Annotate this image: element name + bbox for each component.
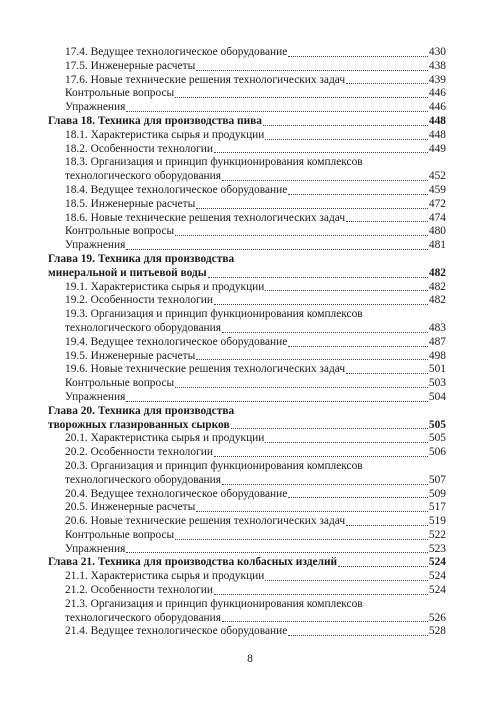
toc-page-number: 509 (428, 487, 446, 500)
page-number: 8 (247, 653, 253, 665)
toc-entry-row (48, 446, 446, 460)
toc-page-number: 522 (428, 528, 446, 541)
toc-page-number: 449 (428, 142, 446, 155)
toc-page-number: 524 (428, 556, 446, 569)
toc-entry-row (48, 156, 446, 170)
toc-entry-row (48, 488, 446, 502)
toc-entry-row (48, 612, 446, 626)
toc-entry-title: 18.5. Инженерные расчеты (65, 197, 196, 210)
dot-leader (126, 249, 428, 250)
toc-page-number: 446 (428, 87, 446, 100)
dot-leader (265, 442, 428, 443)
toc-entry-title: Глава 18. Техника для производства пива (48, 114, 262, 127)
dot-leader (175, 539, 428, 540)
toc-entry-title: Упражнения (65, 390, 126, 403)
toc-entry-row (48, 529, 446, 543)
toc-entry-title: технологического оборудования (65, 473, 221, 486)
dot-leader (222, 180, 428, 181)
toc-chapter-row (48, 115, 446, 129)
toc-entry-row (48, 198, 446, 212)
dot-leader (175, 97, 428, 98)
dot-leader (196, 359, 428, 360)
dot-leader (288, 56, 428, 57)
toc-entry-row (48, 184, 446, 198)
toc-chapter-row (48, 419, 446, 433)
toc-entry-title: Глава 21. Техника для производства колбасных изделий (48, 556, 338, 569)
dot-leader (265, 580, 428, 581)
toc-entry-title: технологического оборудования (65, 170, 221, 183)
toc-entry-title: 19.5. Инженерные расчеты (65, 349, 196, 362)
toc-page-number: 482 (428, 294, 446, 307)
toc-entry-row (48, 584, 446, 598)
toc-page-number: 487 (428, 335, 446, 348)
toc-entry-title: Упражнения (65, 542, 126, 555)
toc-entry-title: творожных глазированных сырков (48, 418, 230, 431)
toc-page-number: 481 (428, 239, 446, 252)
toc-entry-row (48, 336, 446, 350)
toc-page-number: 438 (428, 59, 446, 72)
toc-entry-title: 18.6. Новые технические решения технологических задач (65, 211, 346, 224)
toc-entry-row (48, 350, 446, 364)
dot-leader (265, 139, 428, 140)
toc-entry-title: 20.6. Новые технические решения технологических задач (65, 515, 346, 528)
dot-leader (126, 111, 428, 112)
toc-page-number: 524 (428, 570, 446, 583)
toc-entry-title: 19.4. Ведущее технологическое оборудование (65, 335, 288, 348)
dot-leader (346, 83, 428, 84)
toc-entry-row (48, 129, 446, 143)
dot-leader (126, 401, 428, 402)
toc-entry-row (48, 363, 446, 377)
toc-chapter-row (48, 405, 446, 419)
toc-page-number: 523 (428, 542, 446, 555)
toc-entry-row (48, 432, 446, 446)
table-of-contents (48, 46, 446, 639)
dot-leader (288, 497, 428, 498)
toc-entry-row (48, 46, 446, 60)
toc-entry-row (48, 143, 446, 157)
toc-page-number: 448 (428, 128, 446, 141)
toc-page-number: 459 (428, 183, 446, 196)
toc-entry-title: Контрольные вопросы (65, 377, 175, 390)
toc-page-number: 504 (428, 390, 446, 403)
toc-page-number: 446 (428, 101, 446, 114)
toc-entry-title: 20.3. Организация и принцип функционирования комплексов (65, 459, 363, 472)
toc-entry-title: 19.2. Особенности технологии (65, 294, 213, 307)
toc-entry-title: 17.5. Инженерные расчеты (65, 59, 196, 72)
toc-entry-title: 21.3. Организация и принцип функционирования комплексов (65, 597, 363, 610)
toc-entry-row (48, 501, 446, 515)
toc-entry-row (48, 170, 446, 184)
dot-leader (288, 194, 428, 195)
dot-leader (214, 456, 428, 457)
toc-entry-row (48, 543, 446, 557)
toc-page-number: 482 (428, 266, 446, 279)
dot-leader (196, 511, 428, 512)
toc-page-number: 503 (428, 377, 446, 390)
dot-leader (346, 221, 428, 222)
toc-entry-title: 17.4. Ведущее технологическое оборудование (65, 46, 288, 58)
toc-entry-row (48, 308, 446, 322)
toc-page-number: 480 (428, 225, 446, 238)
toc-entry-row (48, 101, 446, 115)
toc-entry-row (48, 294, 446, 308)
toc-page-number: 524 (428, 584, 446, 597)
toc-entry-row (48, 391, 446, 405)
toc-entry-title: технологического оборудования (65, 611, 221, 624)
dot-leader (222, 484, 428, 485)
toc-entry-title: 19.6. Новые технические решения технологических задач (65, 363, 346, 376)
toc-entry-title: Глава 20. Техника для производства (48, 404, 235, 417)
dot-leader (231, 428, 428, 429)
toc-entry-title: 19.3. Организация и принцип функционирования комплексов (65, 308, 363, 321)
toc-entry-row (48, 281, 446, 295)
toc-page-number: 505 (428, 432, 446, 445)
toc-entry-title: 21.2. Особенности технологии (65, 584, 213, 597)
toc-entry-row (48, 598, 446, 612)
toc-entry-row (48, 322, 446, 336)
toc-page-number: 517 (428, 501, 446, 514)
dot-leader (196, 208, 428, 209)
toc-page-number: 505 (428, 418, 446, 431)
toc-page-number: 439 (428, 73, 446, 86)
toc-page-number: 448 (428, 114, 446, 127)
dot-leader (214, 152, 428, 153)
toc-entry-title: 20.4. Ведущее технологическое оборудование (65, 487, 288, 500)
toc-entry-title: Контрольные вопросы (65, 87, 175, 100)
toc-entry-row (48, 625, 446, 639)
toc-entry-row (48, 212, 446, 226)
toc-entry-row (48, 225, 446, 239)
toc-page-number: 526 (428, 611, 446, 624)
toc-entry-title: Упражнения (65, 101, 126, 114)
toc-page-number: 482 (428, 280, 446, 293)
dot-leader (126, 552, 428, 553)
dot-leader (288, 635, 428, 636)
dot-leader (214, 304, 428, 305)
toc-entry-row (48, 74, 446, 88)
toc-entry-title: технологического оборудования (65, 321, 221, 334)
toc-entry-title: 21.1. Характеристика сырья и продукции (65, 570, 265, 583)
toc-entry-row (48, 460, 446, 474)
toc-entry-row (48, 60, 446, 74)
toc-entry-title: 20.5. Инженерные расчеты (65, 501, 196, 514)
toc-chapter-row (48, 556, 446, 570)
dot-leader (208, 277, 428, 278)
toc-entry-title: 20.2. Особенности технологии (65, 446, 213, 459)
toc-page-number: 506 (428, 446, 446, 459)
toc-page-number: 430 (428, 46, 446, 58)
toc-page-number: 452 (428, 170, 446, 183)
toc-entry-row (48, 515, 446, 529)
dot-leader (175, 387, 428, 388)
toc-entry-title: 21.4. Ведущее технологическое оборудование (65, 625, 288, 638)
toc-entry-title: 18.1. Характеристика сырья и продукции (65, 128, 265, 141)
toc-entry-title: Глава 19. Техника для производства (48, 252, 235, 265)
toc-entry-row (48, 474, 446, 488)
toc-entry-row (48, 239, 446, 253)
toc-page-number: 472 (428, 197, 446, 210)
dot-leader (338, 566, 428, 567)
dot-leader (222, 621, 428, 622)
toc-page-number: 519 (428, 515, 446, 528)
toc-page-number: 501 (428, 363, 446, 376)
toc-page-number: 528 (428, 625, 446, 638)
toc-entry-title: 18.3. Организация и принцип функционирования комплексов (65, 156, 363, 169)
dot-leader (288, 346, 428, 347)
toc-page-number: 498 (428, 349, 446, 362)
toc-entry-title: 19.1. Характеристика сырья и продукции (65, 280, 265, 293)
toc-entry-title: 18.4. Ведущее технологическое оборудование (65, 183, 288, 196)
toc-entry-title: Упражнения (65, 239, 126, 252)
toc-entry-row (48, 570, 446, 584)
toc-entry-row (48, 87, 446, 101)
toc-page-number: 483 (428, 321, 446, 334)
toc-entry-title: минеральной и питьевой воды (48, 266, 207, 279)
toc-entry-title: Контрольные вопросы (65, 225, 175, 238)
dot-leader (346, 525, 428, 526)
toc-chapter-row (48, 267, 446, 281)
toc-entry-title: 20.1. Характеристика сырья и продукции (65, 432, 265, 445)
toc-chapter-row (48, 253, 446, 267)
dot-leader (196, 70, 428, 71)
dot-leader (222, 332, 428, 333)
dot-leader (175, 235, 428, 236)
dot-leader (214, 594, 428, 595)
toc-entry-title: 18.2. Особенности технологии (65, 142, 213, 155)
dot-leader (265, 290, 428, 291)
dot-leader (346, 373, 428, 374)
toc-page-number: 507 (428, 473, 446, 486)
toc-entry-title: 17.6. Новые технические решения технологических задач (65, 73, 346, 86)
dot-leader (263, 125, 428, 126)
toc-entry-title: Контрольные вопросы (65, 528, 175, 541)
toc-page-number: 474 (428, 211, 446, 224)
toc-entry-row (48, 377, 446, 391)
